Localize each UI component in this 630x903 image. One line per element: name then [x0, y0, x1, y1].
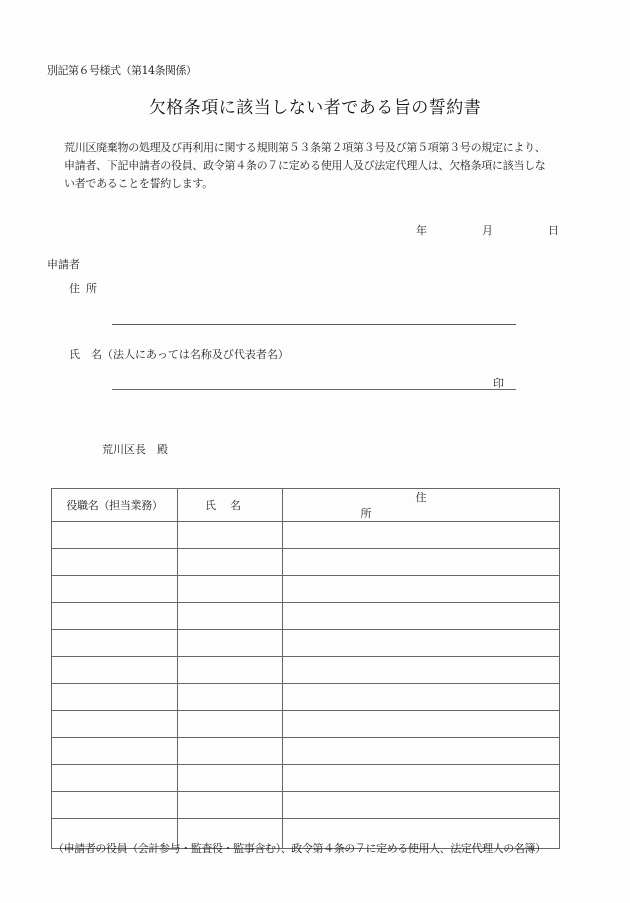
- roster-row: [52, 657, 560, 684]
- name-underline: [112, 389, 516, 390]
- header-name-text: 氏名: [205, 499, 255, 512]
- roster-cell-name[interactable]: [178, 603, 283, 630]
- pledge-line-1: 荒川区廃棄物の処理及び再利用に関する規則第５３条第２項第３号及び第５項第３号の規定により、: [64, 141, 546, 154]
- roster-cell-position[interactable]: [52, 738, 178, 765]
- roster-cell-name[interactable]: [178, 549, 283, 576]
- roster-cell-name[interactable]: [178, 576, 283, 603]
- roster-cell-position[interactable]: [52, 684, 178, 711]
- roster-cell-position[interactable]: [52, 603, 178, 630]
- roster-cell-address[interactable]: [283, 765, 560, 792]
- roster-cell-address[interactable]: [283, 711, 560, 738]
- roster-cell-address[interactable]: [283, 576, 560, 603]
- roster-row: [52, 576, 560, 603]
- roster-cell-name[interactable]: [178, 765, 283, 792]
- roster-row: [52, 603, 560, 630]
- roster-row: [52, 522, 560, 549]
- roster-cell-address[interactable]: [283, 603, 560, 630]
- roster-cell-position[interactable]: [52, 792, 178, 819]
- roster-cell-position[interactable]: [52, 522, 178, 549]
- header-address: [283, 489, 560, 522]
- seal-mark: 印: [493, 377, 504, 390]
- document-title: 欠格条項に該当しない者である旨の誓約書: [148, 98, 482, 118]
- roster-cell-name[interactable]: [178, 738, 283, 765]
- roster-cell-address[interactable]: [283, 792, 560, 819]
- roster-cell-position[interactable]: [52, 549, 178, 576]
- roster-cell-address[interactable]: [283, 549, 560, 576]
- applicant-name-label: 氏 名（法人にあっては名称及び代表者名）: [69, 348, 289, 361]
- roster-row: [52, 630, 560, 657]
- pledge-line-3: い者であることを誓約します。: [64, 177, 213, 190]
- header-name: [178, 489, 283, 522]
- roster-cell-name[interactable]: [178, 684, 283, 711]
- date-month-label: 月: [482, 224, 493, 237]
- date-day-label: 日: [548, 224, 559, 237]
- roster-row: [52, 792, 560, 819]
- roster-cell-address[interactable]: [283, 738, 560, 765]
- roster-row: [52, 738, 560, 765]
- roster-row: [52, 711, 560, 738]
- pledge-body: [64, 139, 564, 193]
- roster-cell-address[interactable]: [283, 522, 560, 549]
- applicant-section-label: 申請者: [47, 258, 80, 271]
- roster-cell-name[interactable]: [178, 630, 283, 657]
- roster-cell-position[interactable]: [52, 657, 178, 684]
- roster-cell-position[interactable]: [52, 711, 178, 738]
- roster-cell-name[interactable]: [178, 657, 283, 684]
- date-year-label: 年: [416, 224, 427, 237]
- roster-header-row: [52, 489, 560, 522]
- header-address-text: 住所: [360, 491, 537, 520]
- roster-cell-name[interactable]: [178, 711, 283, 738]
- roster-cell-name[interactable]: [178, 792, 283, 819]
- roster-row: [52, 684, 560, 711]
- roster-row: [52, 765, 560, 792]
- roster-cell-position[interactable]: [52, 576, 178, 603]
- header-position: 役職名（担当業務）: [52, 489, 178, 522]
- roster-cell-address[interactable]: [283, 684, 560, 711]
- roster-cell-address[interactable]: [283, 657, 560, 684]
- addressee: 荒川区長 殿: [102, 443, 168, 456]
- applicant-address-label: 住所: [69, 282, 103, 295]
- form-number: 別記第６号様式（第14条関係）: [47, 64, 197, 77]
- pledge-line-2: 申請者、下記申請者の役員、政令第４条の７に定める使用人及び法定代理人は、欠格条項に該当しな: [64, 159, 546, 172]
- roster-cell-position[interactable]: [52, 765, 178, 792]
- roster-row: [52, 549, 560, 576]
- roster-cell-address[interactable]: [283, 630, 560, 657]
- officer-roster-table: [51, 488, 560, 849]
- address-underline: [112, 324, 516, 325]
- roster-cell-name[interactable]: [178, 522, 283, 549]
- roster-cell-position[interactable]: [52, 630, 178, 657]
- roster-footnote: （申請者の役員（会計参与・監査役・監事含む）、政令第４条の７に定める使用人、法定代理人の名簿）: [53, 842, 546, 855]
